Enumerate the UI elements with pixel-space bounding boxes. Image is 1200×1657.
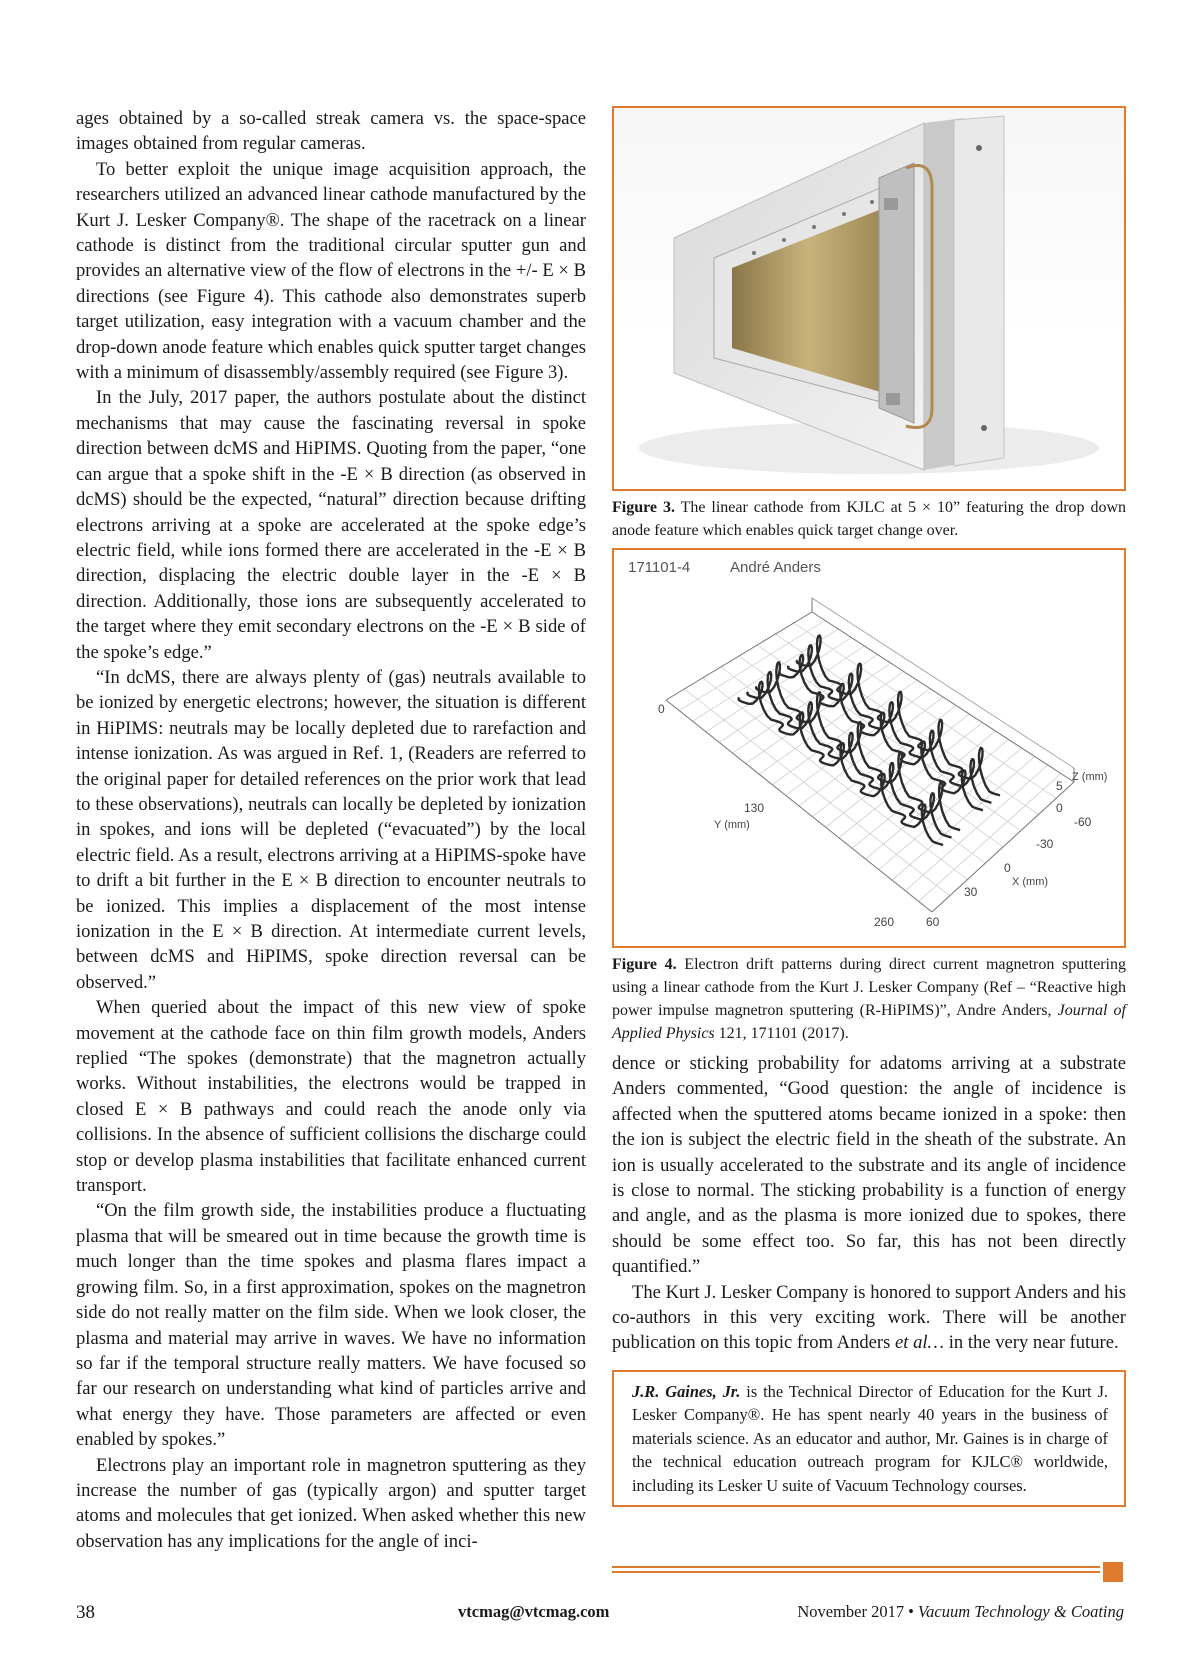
footer-email-link[interactable]: vtcmag@vtcmag.com [458, 1602, 610, 1621]
z-axis-label: Z (mm) [1072, 771, 1108, 783]
paragraph: When queried about the impact of this new view of spoke movement at the cathode face on thin film growth models, Anders replied “The spokes (demonstrate) that the magnetron actually works. Without instabilities, the electrons would be trapped in closed E × B pathways and could reach the anode only via collisions. In the absence of sufficient collisions the discharge could stop or develop plasma instabilities that facilitate enhanced current transport. [76, 997, 586, 1197]
publication-name: Vacuum Technology & Coating [917, 1602, 1124, 1621]
author-bio-box [612, 1370, 1126, 1507]
x-tick-60: 60 [926, 915, 940, 929]
figure-4-plot [612, 548, 1126, 948]
z-tick-5: 5 [1056, 779, 1063, 793]
plot-grid [666, 598, 1074, 912]
footer-publication [797, 1602, 1124, 1622]
issue-date: November 2017 [797, 1602, 905, 1621]
figure-4-id: 171101-4 [628, 559, 691, 576]
grid-line [666, 612, 812, 700]
paragraph-text: The Kurt J. Lesker Company is honored to support Anders and his co-authors in this very exciting work. There will be another publication on this topic from Anders [612, 1281, 1126, 1354]
x-tick-0: 0 [1004, 861, 1011, 875]
figure-4-author: André Anders [730, 559, 821, 576]
grid-line [794, 623, 1057, 798]
figure-3-image [612, 106, 1126, 491]
figure-4-caption [612, 953, 1126, 1045]
figure-3-label: Figure 3. [612, 499, 675, 516]
figure-4-label: Figure 4. [612, 956, 677, 973]
journal-name: Journal of Applied Physics [612, 1002, 1127, 1042]
paragraph: Electrons play an important role in magnetron sputtering as they increase the number of gas (typically argon) and sputter target atoms and molecules that get ionized. When asked whether this new observation has any implications for the angle of inci- [76, 1454, 586, 1552]
author-name: J.R. Gaines, Jr. [632, 1381, 741, 1401]
axis-zero-left: 0 [658, 702, 665, 716]
decorative-rule [612, 1566, 1100, 1576]
x-tick-minus-60: -60 [1074, 815, 1092, 829]
grid-line [684, 689, 950, 896]
x-axis-label: X (mm) [1012, 876, 1049, 888]
bullet-separator: • [908, 1602, 914, 1621]
paragraph: To better exploit the unique image acquisition approach, the researchers utilized an advanced linear cathode manufactured by the Kurt J. Lesker Company®. The shape of the racetrack on a linear cathode is distinct from the traditional circular sputter gun and provides an alternative view of the flow of electrons in the +/- E × B directions (see Figure 4). This cathode also demonstrates superb target utilization, easy integration with a vacuum chamber and the drop-down anode feature which enables quick sputter target changes with a minimum of disassembly/assembly required (see Figure 3). [76, 158, 586, 384]
figure-3-caption [612, 496, 1126, 542]
left-column [76, 106, 586, 1554]
right-column [612, 106, 1126, 1507]
y-tick-130: 130 [744, 801, 765, 815]
grid-line [666, 700, 932, 912]
paragraph: In the July, 2017 paper, the authors postulate about the distinct mechanisms that may cause the fascinating reversal in spoke direction between dcMS and HiPIMS. Quoting from the paper, “one can argue that a spoke shift in the -E × B direction (as observed in dcMS) should be the expected, “natural” direction because drifting electrons arriving at a spoke are accelerated at the spoke edge’s electric field, while ions formed there are accelerated in the -E × B direction, displacing the electric double layer in the -E × B direction. Additionally, those ions are subsequently accelerated to the target where they emit secondary electrons on the -E × B side of the spoke’s edge.” [76, 387, 586, 663]
decorative-square [1103, 1562, 1123, 1582]
electron-drift-3d-plot [614, 550, 1124, 946]
z-tick-0: 0 [1056, 801, 1063, 815]
paragraph: “In dcMS, there are always plenty of (gas) neutrals available to be ionized by energetic electrons; however, the situation is different in HiPIMS: neutrals may be locally depleted due to rarefaction and intense ionization. As was argued in Ref. 1, (Readers are referred to the original paper for detailed references on the prior work that lead to these observations), neutrals can locally be depleted by ionization in spokes, and ions will be depleted (“evacuated”) by the local electric field. As a result, electrons arriving at a HiPIMS-spoke have to drift a bit further in the E × B direction to encounter neutrals to be ionized. This implies a displacement of the most intense ionization in the E × B direction. At intermediate current levels, between dcMS and HiPIMS, spoke direction reversal can be observed.” [76, 666, 586, 993]
y-tick-260: 260 [874, 915, 895, 929]
author-bio [632, 1380, 1108, 1497]
figure-4-caption-text: Electron drift patterns during direct current magnetron sputtering using a linear cathode from the Kurt J. Lesker Company (Ref – “Reactive high power impulse magnetron sputtering (R-HiPIMS)”, Andre Anders, [612, 956, 1127, 1019]
paragraph: “On the film growth side, the instabilities produce a fluctuating plasma that will be smeared out in time because the growth time is much longer than the time spokes and plasma flares impact a growing film. So, in a first approximation, spokes on the magnetron side do not really matter on the film side. When we look closer, the plasma and material may arrive in waves. We have no information so far if the temporal structure really matters. We have focused so far our research on understanding what kind of particles arrive and what energy they have. Those parameters are affected or even enabled by spokes.” [76, 1200, 586, 1451]
paragraph-text-end: in the very near future. [944, 1332, 1119, 1354]
figure-3-caption-text: The linear cathode from KJLC at 5 × 10” featuring the drop down anode feature which enables quick target change over. [612, 499, 1127, 539]
x-tick-minus-30: -30 [1036, 837, 1054, 851]
paragraph-emphasis: et al… [895, 1332, 945, 1354]
page-number: 38 [76, 1602, 95, 1623]
author-bio-text: is the Technical Director of Education for the Kurt J. Lesker Company®. He has spent nearly 40 years in the business of materials science. As an educator and author, Mr. Gaines is in charge of the technical education outreach program for KJLC® worldwide, including its Lesker U suite of Vacuum Technology courses. [632, 1381, 1108, 1495]
paragraph: dence or sticking probability for adatoms arriving at a substrate Anders commented, “Good question: the angle of incidence is affected when the sputtered atoms became ionized in a spoke: then the ion is subject the electric field in the sheath of the substrate. An ion is usually accelerated to the substrate and its angle of incidence is close to normal. The sticking probability is a function of energy and angle, and as the plasma is more ionized due to spokes, there should be some effect too. So far, this has not been directly quantified.” [612, 1053, 1126, 1278]
figure-4-caption-end: 121, 171101 (2017). [714, 1025, 849, 1042]
linear-cathode-illustration [614, 108, 1124, 489]
paragraph [612, 1280, 1126, 1356]
y-axis-label: Y (mm) [714, 819, 750, 831]
paragraph: ages obtained by a so-called streak camera vs. the space-space images obtained from regular cameras. [76, 108, 586, 155]
x-tick-30: 30 [964, 885, 978, 899]
